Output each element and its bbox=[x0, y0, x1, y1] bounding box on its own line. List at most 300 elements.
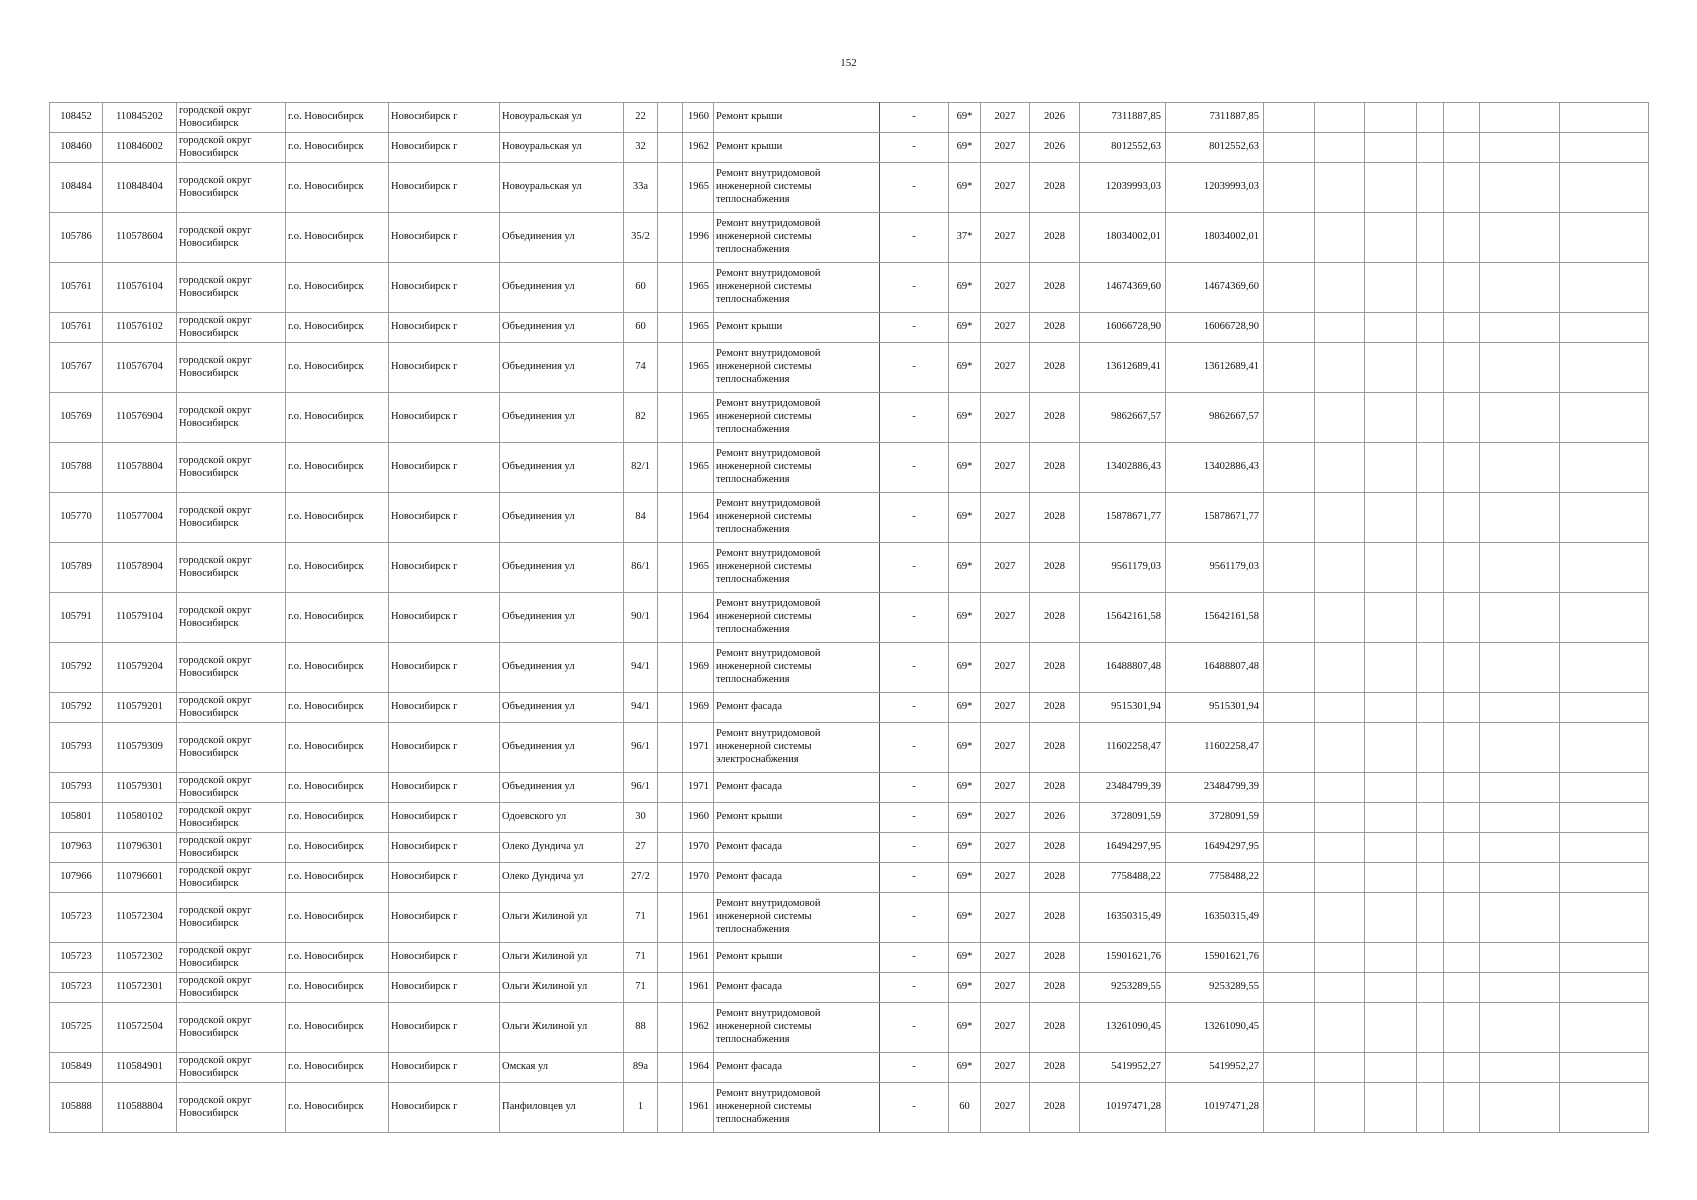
cell-c10: Ремонт крыши bbox=[714, 313, 880, 343]
empty-cell bbox=[1264, 1053, 1315, 1083]
empty-cell bbox=[1560, 1003, 1649, 1053]
empty-cell bbox=[1315, 163, 1365, 213]
cell-c4: г.о. Новосибирск bbox=[286, 443, 389, 493]
cell-c13: 2027 bbox=[981, 723, 1030, 773]
cell-c6: Объединения ул bbox=[500, 263, 624, 313]
cell-c8 bbox=[658, 213, 683, 263]
empty-cell bbox=[1560, 1053, 1649, 1083]
cell-c15: 13402886,43 bbox=[1080, 443, 1166, 493]
empty-cell bbox=[1560, 493, 1649, 543]
cell-c16: 9253289,55 bbox=[1166, 973, 1264, 1003]
empty-cell bbox=[1560, 643, 1649, 693]
cell-c7: 71 bbox=[624, 893, 658, 943]
table-row bbox=[50, 133, 1649, 163]
cell-c11: - bbox=[880, 773, 949, 803]
empty-cell bbox=[1480, 863, 1560, 893]
cell-c14: 2028 bbox=[1030, 213, 1080, 263]
empty-cell bbox=[1560, 693, 1649, 723]
cell-c4: г.о. Новосибирск bbox=[286, 833, 389, 863]
cell-c12: 69* bbox=[949, 773, 981, 803]
cell-c2: 110576104 bbox=[103, 263, 177, 313]
empty-cell bbox=[1365, 1083, 1417, 1133]
cell-c11: - bbox=[880, 1083, 949, 1133]
empty-cell bbox=[1560, 893, 1649, 943]
cell-c2: 110579301 bbox=[103, 773, 177, 803]
cell-c10: Ремонт внутридомовой инженерной системы теплоснабжения bbox=[714, 493, 880, 543]
cell-c16: 18034002,01 bbox=[1166, 213, 1264, 263]
cell-c7: 82/1 bbox=[624, 443, 658, 493]
cell-c3: городской округ Новосибирск bbox=[177, 103, 286, 133]
empty-cell bbox=[1365, 803, 1417, 833]
empty-cell bbox=[1365, 723, 1417, 773]
cell-c8 bbox=[658, 543, 683, 593]
cell-c11: - bbox=[880, 443, 949, 493]
cell-c6: Объединения ул bbox=[500, 493, 624, 543]
cell-c13: 2027 bbox=[981, 443, 1030, 493]
cell-c16: 9561179,03 bbox=[1166, 543, 1264, 593]
empty-cell bbox=[1315, 263, 1365, 313]
cell-c13: 2027 bbox=[981, 213, 1030, 263]
cell-c3: городской округ Новосибирск bbox=[177, 543, 286, 593]
cell-c10: Ремонт внутридомовой инженерной системы теплоснабжения bbox=[714, 1003, 880, 1053]
cell-c1: 105888 bbox=[50, 1083, 103, 1133]
empty-cell bbox=[1560, 803, 1649, 833]
empty-cell bbox=[1365, 1003, 1417, 1053]
cell-c8 bbox=[658, 493, 683, 543]
empty-cell bbox=[1417, 213, 1444, 263]
empty-cell bbox=[1264, 833, 1315, 863]
empty-cell bbox=[1417, 593, 1444, 643]
cell-c8 bbox=[658, 1003, 683, 1053]
cell-c13: 2027 bbox=[981, 103, 1030, 133]
empty-cell bbox=[1365, 493, 1417, 543]
cell-c14: 2028 bbox=[1030, 263, 1080, 313]
cell-c9: 1962 bbox=[683, 133, 714, 163]
cell-c13: 2027 bbox=[981, 643, 1030, 693]
cell-c16: 9862667,57 bbox=[1166, 393, 1264, 443]
cell-c9: 1961 bbox=[683, 943, 714, 973]
cell-c5: Новосибирск г bbox=[389, 1053, 500, 1083]
empty-cell bbox=[1444, 723, 1480, 773]
empty-cell bbox=[1480, 803, 1560, 833]
cell-c7: 30 bbox=[624, 803, 658, 833]
cell-c2: 110845202 bbox=[103, 103, 177, 133]
empty-cell bbox=[1444, 893, 1480, 943]
empty-cell bbox=[1315, 1083, 1365, 1133]
cell-c15: 16488807,48 bbox=[1080, 643, 1166, 693]
table-row bbox=[50, 833, 1649, 863]
cell-c12: 69* bbox=[949, 133, 981, 163]
cell-c15: 16066728,90 bbox=[1080, 313, 1166, 343]
cell-c9: 1961 bbox=[683, 973, 714, 1003]
empty-cell bbox=[1560, 263, 1649, 313]
cell-c12: 69* bbox=[949, 343, 981, 393]
cell-c15: 23484799,39 bbox=[1080, 773, 1166, 803]
cell-c14: 2028 bbox=[1030, 833, 1080, 863]
cell-c11: - bbox=[880, 723, 949, 773]
cell-c3: городской округ Новосибирск bbox=[177, 213, 286, 263]
empty-cell bbox=[1417, 1053, 1444, 1083]
cell-c7: 88 bbox=[624, 1003, 658, 1053]
cell-c5: Новосибирск г bbox=[389, 263, 500, 313]
cell-c16: 10197471,28 bbox=[1166, 1083, 1264, 1133]
cell-c6: Объединения ул bbox=[500, 393, 624, 443]
empty-cell bbox=[1480, 693, 1560, 723]
cell-c1: 105767 bbox=[50, 343, 103, 393]
empty-cell bbox=[1444, 943, 1480, 973]
cell-c1: 105761 bbox=[50, 263, 103, 313]
cell-c4: г.о. Новосибирск bbox=[286, 163, 389, 213]
cell-c14: 2028 bbox=[1030, 343, 1080, 393]
cell-c6: Панфиловцев ул bbox=[500, 1083, 624, 1133]
cell-c3: городской округ Новосибирск bbox=[177, 643, 286, 693]
empty-cell bbox=[1560, 343, 1649, 393]
cell-c16: 13261090,45 bbox=[1166, 1003, 1264, 1053]
cell-c14: 2028 bbox=[1030, 773, 1080, 803]
cell-c2: 110572301 bbox=[103, 973, 177, 1003]
cell-c6: Объединения ул bbox=[500, 593, 624, 643]
cell-c1: 105788 bbox=[50, 443, 103, 493]
cell-c4: г.о. Новосибирск bbox=[286, 723, 389, 773]
cell-c10: Ремонт фасада bbox=[714, 973, 880, 1003]
empty-cell bbox=[1480, 163, 1560, 213]
cell-c16: 7311887,85 bbox=[1166, 103, 1264, 133]
empty-cell bbox=[1417, 863, 1444, 893]
cell-c16: 15901621,76 bbox=[1166, 943, 1264, 973]
cell-c3: городской округ Новосибирск bbox=[177, 263, 286, 313]
empty-cell bbox=[1264, 133, 1315, 163]
cell-c4: г.о. Новосибирск bbox=[286, 773, 389, 803]
cell-c13: 2027 bbox=[981, 543, 1030, 593]
cell-c15: 8012552,63 bbox=[1080, 133, 1166, 163]
cell-c4: г.о. Новосибирск bbox=[286, 693, 389, 723]
cell-c1: 105801 bbox=[50, 803, 103, 833]
empty-cell bbox=[1365, 893, 1417, 943]
cell-c12: 69* bbox=[949, 863, 981, 893]
cell-c14: 2028 bbox=[1030, 1083, 1080, 1133]
cell-c13: 2027 bbox=[981, 1053, 1030, 1083]
empty-cell bbox=[1417, 1003, 1444, 1053]
cell-c6: Объединения ул bbox=[500, 343, 624, 393]
empty-cell bbox=[1480, 213, 1560, 263]
empty-cell bbox=[1264, 263, 1315, 313]
table-row bbox=[50, 543, 1649, 593]
cell-c16: 15878671,77 bbox=[1166, 493, 1264, 543]
empty-cell bbox=[1417, 343, 1444, 393]
cell-c10: Ремонт фасада bbox=[714, 833, 880, 863]
empty-cell bbox=[1417, 943, 1444, 973]
cell-c11: - bbox=[880, 893, 949, 943]
empty-cell bbox=[1444, 103, 1480, 133]
cell-c9: 1962 bbox=[683, 1003, 714, 1053]
cell-c2: 110579201 bbox=[103, 693, 177, 723]
empty-cell bbox=[1315, 543, 1365, 593]
empty-cell bbox=[1365, 773, 1417, 803]
cell-c9: 1996 bbox=[683, 213, 714, 263]
cell-c3: городской округ Новосибирск bbox=[177, 1053, 286, 1083]
cell-c10: Ремонт фасада bbox=[714, 863, 880, 893]
empty-cell bbox=[1560, 313, 1649, 343]
cell-c7: 90/1 bbox=[624, 593, 658, 643]
cell-c7: 60 bbox=[624, 313, 658, 343]
empty-cell bbox=[1315, 1003, 1365, 1053]
empty-cell bbox=[1560, 593, 1649, 643]
cell-c13: 2027 bbox=[981, 943, 1030, 973]
cell-c3: городской округ Новосибирск bbox=[177, 393, 286, 443]
cell-c1: 108460 bbox=[50, 133, 103, 163]
cell-c7: 82 bbox=[624, 393, 658, 443]
cell-c14: 2028 bbox=[1030, 593, 1080, 643]
cell-c15: 13261090,45 bbox=[1080, 1003, 1166, 1053]
empty-cell bbox=[1315, 833, 1365, 863]
cell-c5: Новосибирск г bbox=[389, 343, 500, 393]
cell-c7: 1 bbox=[624, 1083, 658, 1133]
cell-c8 bbox=[658, 693, 683, 723]
empty-cell bbox=[1264, 973, 1315, 1003]
cell-c11: - bbox=[880, 343, 949, 393]
cell-c5: Новосибирск г bbox=[389, 773, 500, 803]
cell-c7: 35/2 bbox=[624, 213, 658, 263]
empty-cell bbox=[1417, 803, 1444, 833]
cell-c5: Новосибирск г bbox=[389, 313, 500, 343]
empty-cell bbox=[1444, 313, 1480, 343]
empty-cell bbox=[1480, 773, 1560, 803]
cell-c5: Новосибирск г bbox=[389, 393, 500, 443]
cell-c9: 1969 bbox=[683, 693, 714, 723]
cell-c14: 2028 bbox=[1030, 943, 1080, 973]
cell-c10: Ремонт внутридомовой инженерной системы теплоснабжения bbox=[714, 1083, 880, 1133]
cell-c11: - bbox=[880, 263, 949, 313]
cell-c14: 2028 bbox=[1030, 543, 1080, 593]
empty-cell bbox=[1480, 723, 1560, 773]
cell-c12: 69* bbox=[949, 593, 981, 643]
cell-c8 bbox=[658, 443, 683, 493]
empty-cell bbox=[1444, 213, 1480, 263]
table-row bbox=[50, 893, 1649, 943]
cell-c12: 60 bbox=[949, 1083, 981, 1133]
empty-cell bbox=[1264, 863, 1315, 893]
cell-c1: 105793 bbox=[50, 773, 103, 803]
cell-c6: Ольги Жилиной ул bbox=[500, 1003, 624, 1053]
empty-cell bbox=[1365, 213, 1417, 263]
cell-c9: 1971 bbox=[683, 773, 714, 803]
table-row bbox=[50, 863, 1649, 893]
empty-cell bbox=[1264, 163, 1315, 213]
cell-c4: г.о. Новосибирск bbox=[286, 643, 389, 693]
cell-c3: городской округ Новосибирск bbox=[177, 773, 286, 803]
cell-c5: Новосибирск г bbox=[389, 1003, 500, 1053]
cell-c14: 2028 bbox=[1030, 443, 1080, 493]
empty-cell bbox=[1480, 943, 1560, 973]
cell-c9: 1960 bbox=[683, 803, 714, 833]
cell-c3: городской округ Новосибирск bbox=[177, 593, 286, 643]
empty-cell bbox=[1444, 803, 1480, 833]
cell-c15: 18034002,01 bbox=[1080, 213, 1166, 263]
empty-cell bbox=[1480, 833, 1560, 863]
cell-c13: 2027 bbox=[981, 693, 1030, 723]
empty-cell bbox=[1444, 593, 1480, 643]
cell-c14: 2026 bbox=[1030, 133, 1080, 163]
cell-c7: 71 bbox=[624, 943, 658, 973]
empty-cell bbox=[1444, 773, 1480, 803]
empty-cell bbox=[1444, 493, 1480, 543]
cell-c11: - bbox=[880, 833, 949, 863]
empty-cell bbox=[1264, 723, 1315, 773]
empty-cell bbox=[1417, 643, 1444, 693]
cell-c7: 32 bbox=[624, 133, 658, 163]
cell-c3: городской округ Новосибирск bbox=[177, 343, 286, 393]
cell-c12: 69* bbox=[949, 893, 981, 943]
cell-c9: 1964 bbox=[683, 1053, 714, 1083]
cell-c10: Ремонт фасада bbox=[714, 773, 880, 803]
empty-cell bbox=[1480, 133, 1560, 163]
cell-c4: г.о. Новосибирск bbox=[286, 863, 389, 893]
cell-c10: Ремонт крыши bbox=[714, 133, 880, 163]
empty-cell bbox=[1560, 213, 1649, 263]
cell-c11: - bbox=[880, 493, 949, 543]
cell-c12: 69* bbox=[949, 973, 981, 1003]
cell-c8 bbox=[658, 393, 683, 443]
cell-c14: 2028 bbox=[1030, 393, 1080, 443]
cell-c9: 1964 bbox=[683, 593, 714, 643]
empty-cell bbox=[1417, 723, 1444, 773]
empty-cell bbox=[1480, 1083, 1560, 1133]
cell-c13: 2027 bbox=[981, 133, 1030, 163]
cell-c14: 2028 bbox=[1030, 893, 1080, 943]
cell-c7: 96/1 bbox=[624, 773, 658, 803]
cell-c2: 110577004 bbox=[103, 493, 177, 543]
empty-cell bbox=[1444, 343, 1480, 393]
cell-c6: Новоуральская ул bbox=[500, 163, 624, 213]
cell-c12: 69* bbox=[949, 263, 981, 313]
cell-c11: - bbox=[880, 393, 949, 443]
empty-cell bbox=[1480, 393, 1560, 443]
empty-cell bbox=[1480, 543, 1560, 593]
empty-cell bbox=[1365, 833, 1417, 863]
empty-cell bbox=[1315, 443, 1365, 493]
empty-cell bbox=[1315, 893, 1365, 943]
cell-c1: 105786 bbox=[50, 213, 103, 263]
cell-c5: Новосибирск г bbox=[389, 103, 500, 133]
cell-c5: Новосибирск г bbox=[389, 493, 500, 543]
cell-c3: городской округ Новосибирск bbox=[177, 973, 286, 1003]
cell-c2: 110572302 bbox=[103, 943, 177, 973]
cell-c4: г.о. Новосибирск bbox=[286, 973, 389, 1003]
table-row bbox=[50, 263, 1649, 313]
cell-c9: 1965 bbox=[683, 163, 714, 213]
cell-c16: 13402886,43 bbox=[1166, 443, 1264, 493]
cell-c2: 110796301 bbox=[103, 833, 177, 863]
cell-c9: 1964 bbox=[683, 493, 714, 543]
cell-c4: г.о. Новосибирск bbox=[286, 593, 389, 643]
empty-cell bbox=[1315, 943, 1365, 973]
cell-c13: 2027 bbox=[981, 803, 1030, 833]
cell-c1: 105770 bbox=[50, 493, 103, 543]
cell-c5: Новосибирск г bbox=[389, 693, 500, 723]
empty-cell bbox=[1264, 443, 1315, 493]
cell-c11: - bbox=[880, 863, 949, 893]
cell-c2: 110579309 bbox=[103, 723, 177, 773]
cell-c6: Омская ул bbox=[500, 1053, 624, 1083]
cell-c1: 105793 bbox=[50, 723, 103, 773]
cell-c10: Ремонт внутридомовой инженерной системы теплоснабжения bbox=[714, 643, 880, 693]
cell-c1: 105723 bbox=[50, 893, 103, 943]
cell-c8 bbox=[658, 343, 683, 393]
table-row bbox=[50, 1003, 1649, 1053]
table-row bbox=[50, 1053, 1649, 1083]
cell-c6: Объединения ул bbox=[500, 723, 624, 773]
cell-c1: 108484 bbox=[50, 163, 103, 213]
cell-c13: 2027 bbox=[981, 593, 1030, 643]
cell-c10: Ремонт внутридомовой инженерной системы теплоснабжения bbox=[714, 893, 880, 943]
cell-c11: - bbox=[880, 1053, 949, 1083]
empty-cell bbox=[1480, 973, 1560, 1003]
empty-cell bbox=[1444, 133, 1480, 163]
cell-c7: 86/1 bbox=[624, 543, 658, 593]
empty-cell bbox=[1365, 593, 1417, 643]
empty-cell bbox=[1417, 493, 1444, 543]
empty-cell bbox=[1365, 163, 1417, 213]
cell-c15: 5419952,27 bbox=[1080, 1053, 1166, 1083]
table-row bbox=[50, 693, 1649, 723]
empty-cell bbox=[1444, 863, 1480, 893]
cell-c12: 69* bbox=[949, 443, 981, 493]
cell-c4: г.о. Новосибирск bbox=[286, 343, 389, 393]
cell-c4: г.о. Новосибирск bbox=[286, 493, 389, 543]
cell-c10: Ремонт внутридомовой инженерной системы теплоснабжения bbox=[714, 443, 880, 493]
cell-c2: 110572304 bbox=[103, 893, 177, 943]
empty-cell bbox=[1444, 973, 1480, 1003]
empty-cell bbox=[1560, 103, 1649, 133]
cell-c2: 110796601 bbox=[103, 863, 177, 893]
cell-c14: 2028 bbox=[1030, 973, 1080, 1003]
cell-c14: 2028 bbox=[1030, 643, 1080, 693]
cell-c3: городской округ Новосибирск bbox=[177, 163, 286, 213]
table-row bbox=[50, 773, 1649, 803]
cell-c2: 110576102 bbox=[103, 313, 177, 343]
empty-cell bbox=[1315, 133, 1365, 163]
cell-c15: 11602258,47 bbox=[1080, 723, 1166, 773]
empty-cell bbox=[1560, 723, 1649, 773]
cell-c4: г.о. Новосибирск bbox=[286, 213, 389, 263]
cell-c5: Новосибирск г bbox=[389, 163, 500, 213]
cell-c2: 110846002 bbox=[103, 133, 177, 163]
cell-c3: городской округ Новосибирск bbox=[177, 693, 286, 723]
empty-cell bbox=[1365, 543, 1417, 593]
cell-c7: 89а bbox=[624, 1053, 658, 1083]
empty-cell bbox=[1365, 443, 1417, 493]
cell-c11: - bbox=[880, 103, 949, 133]
cell-c12: 69* bbox=[949, 1003, 981, 1053]
empty-cell bbox=[1444, 643, 1480, 693]
cell-c12: 69* bbox=[949, 833, 981, 863]
cell-c10: Ремонт внутридомовой инженерной системы теплоснабжения bbox=[714, 213, 880, 263]
empty-cell bbox=[1480, 103, 1560, 133]
cell-c10: Ремонт крыши bbox=[714, 943, 880, 973]
cell-c14: 2028 bbox=[1030, 493, 1080, 543]
empty-cell bbox=[1444, 1003, 1480, 1053]
table-row bbox=[50, 103, 1649, 133]
cell-c4: г.о. Новосибирск bbox=[286, 1083, 389, 1133]
cell-c9: 1960 bbox=[683, 103, 714, 133]
table-row bbox=[50, 643, 1649, 693]
cell-c4: г.о. Новосибирск bbox=[286, 103, 389, 133]
cell-c10: Ремонт внутридомовой инженерной системы электроснабжения bbox=[714, 723, 880, 773]
empty-cell bbox=[1365, 103, 1417, 133]
cell-c1: 105761 bbox=[50, 313, 103, 343]
cell-c10: Ремонт внутридомовой инженерной системы теплоснабжения bbox=[714, 543, 880, 593]
cell-c6: Объединения ул bbox=[500, 643, 624, 693]
